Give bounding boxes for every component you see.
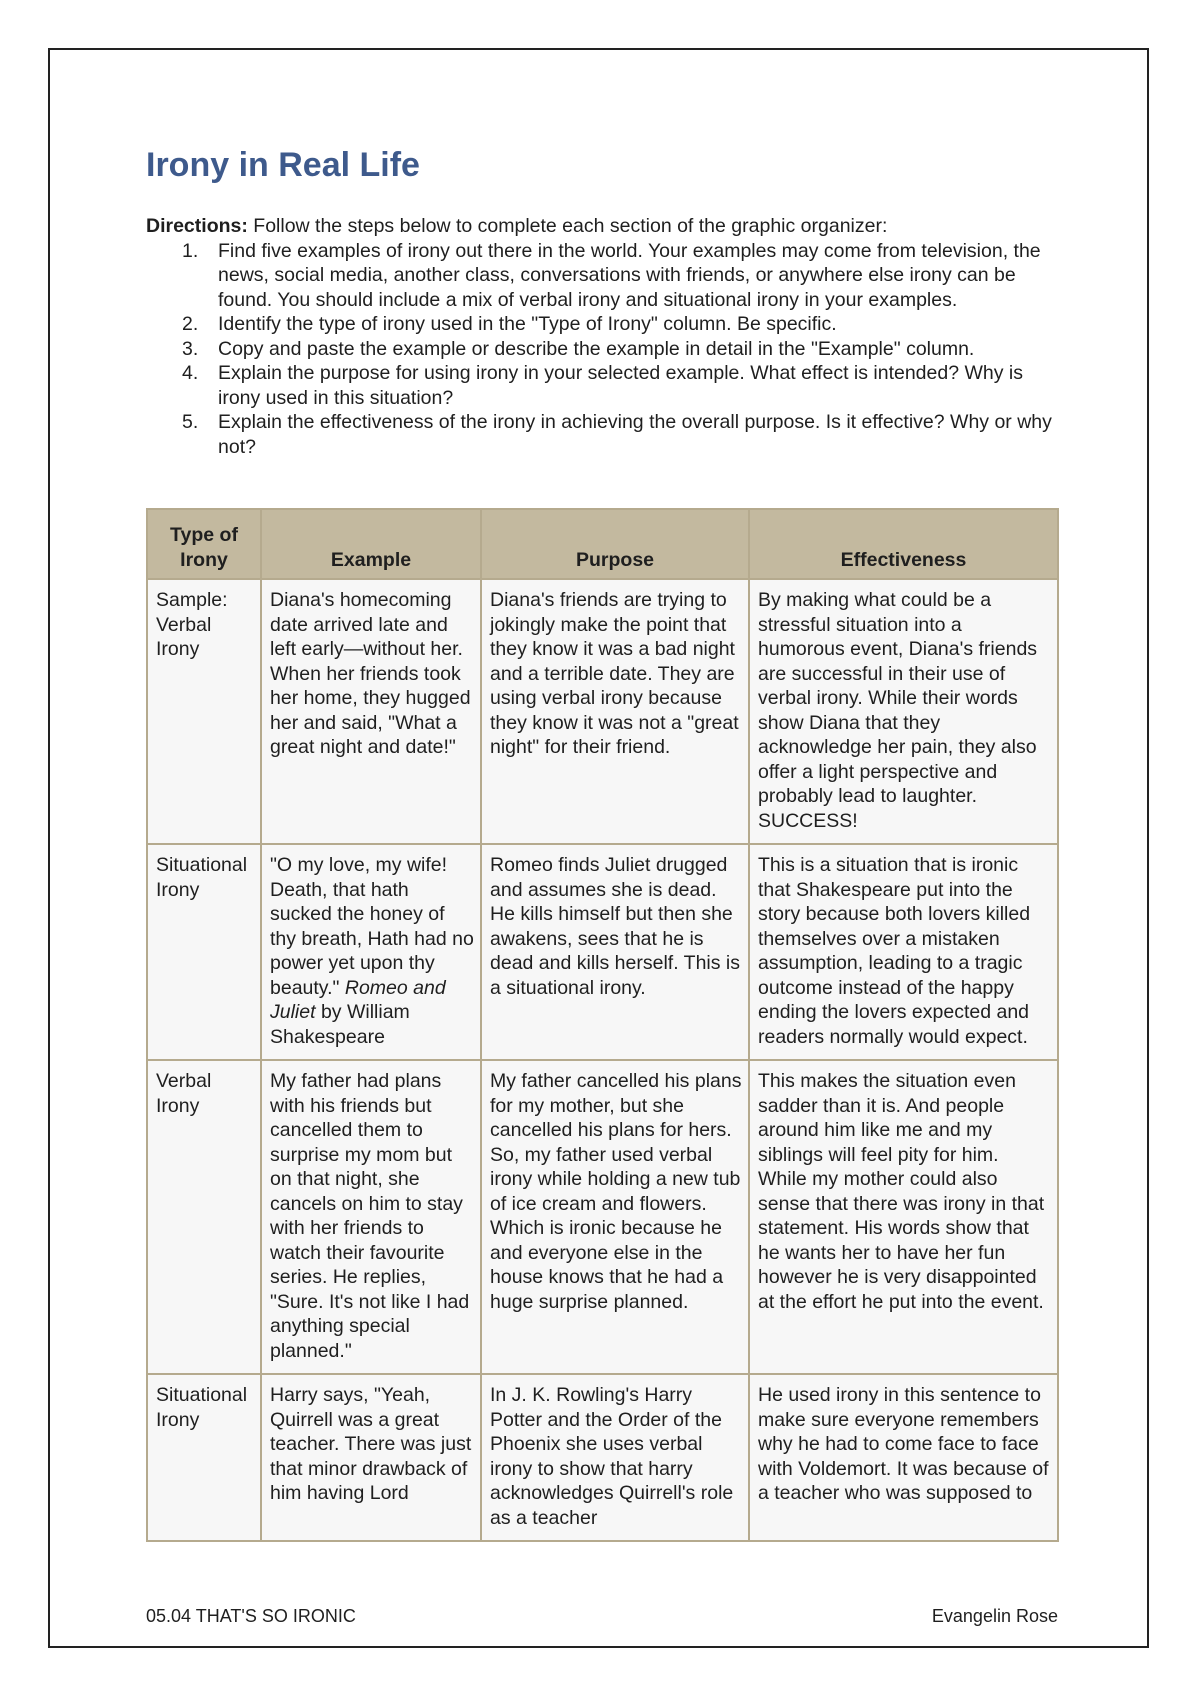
header-example: Example (261, 509, 481, 579)
table-header-row (147, 509, 1058, 579)
step-text: Identify the type of irony used in the "Type of Irony" column. Be specific. (218, 313, 837, 335)
step-text: Explain the effectiveness of the irony in achieving the overall purpose. Is it effective? Why or why not? (218, 411, 1052, 458)
directions-block (146, 214, 1066, 459)
example-work-title: Romeo and Juliet (270, 976, 446, 1023)
footer-course-label: 05.04 THAT'S SO IRONIC (146, 1606, 356, 1626)
cell-purpose: Romeo finds Juliet drugged and assumes she is dead. He kills himself but then she awakens, sees that he is dead and kills herself. This is a situational irony. (481, 844, 749, 1060)
step-text: Explain the purpose for using irony in your selected example. What effect is intended? Why is irony used in this situation? (218, 362, 1023, 409)
step-number: 5. (182, 411, 199, 433)
step-number: 1. (182, 239, 199, 262)
step-item (146, 337, 1066, 362)
step-item (146, 410, 1066, 459)
cell-type: Situational Irony (147, 844, 261, 1060)
cell-effectiveness: This is a situation that is ironic that Shakespeare put into the story because both lovers killed themselves over a mistaken assumption, leading to a tragic outcome instead of the happy ending the lovers expected and readers normally would expect. (749, 844, 1058, 1060)
graphic-organizer-table (146, 508, 1059, 1542)
cell-example (261, 844, 481, 1060)
steps-list (146, 239, 1066, 460)
directions-text: Follow the steps below to complete each section of the graphic organizer: (247, 215, 888, 237)
header-effectiveness: Effectiveness (749, 509, 1058, 579)
cell-effectiveness: This makes the situation even sadder than it is. And people around him like me and my siblings will feel pity for him. While my mother could also sense that there was irony in that statement. His words show that he wants her to have her fun however he is very disappointed at the effort he put into the event. (749, 1060, 1058, 1374)
cell-effectiveness: By making what could be a stressful situation into a humorous event, Diana's friends are successful in their use of verbal irony. While their words show Diana that they acknowledge her pain, they also offer a light perspective and probably lead to laughter. SUCCESS! (749, 579, 1058, 844)
header-type-of-irony: Type of Irony (147, 509, 261, 579)
example-quote: "O my love, my wife! Death, that hath sucked the honey of thy breath, Hath had no power yet upon thy beauty." (270, 854, 474, 999)
table-row (147, 1374, 1058, 1541)
step-text: Find five examples of irony out there in the world. Your examples may come from television, the news, social media, another class, conversations with friends, or anywhere else irony can be found. You should include a mix of verbal irony and situational irony in your examples. (218, 239, 1041, 311)
step-text: Copy and paste the example or describe the example in detail in the "Example" column. (218, 337, 975, 360)
cell-example: Harry says, "Yeah, Quirrell was a great teacher. There was just that minor drawback of him having Lord (261, 1374, 481, 1541)
cell-purpose: In J. K. Rowling's Harry Potter and the Order of the Phoenix she uses verbal irony to show that harry acknowledges Quirrell's role as a teacher (481, 1374, 749, 1541)
step-item (146, 361, 1066, 410)
cell-purpose: Diana's friends are trying to jokingly make the point that they know it was a bad night and a terrible date. They are using verbal irony because they know it was not a "great night" for their friend. (481, 579, 749, 844)
table-row (147, 579, 1058, 844)
step-number: 4. (182, 362, 199, 384)
page-title: Irony in Real Life (146, 146, 420, 184)
footer-author-name: Evangelin Rose (931, 1606, 1058, 1626)
cell-example: Diana's homecoming date arrived late and left early—without her. When her friends took her home, they hugged her and said, "What a great night and date!" (261, 579, 481, 844)
cell-type: Verbal Irony (147, 1060, 261, 1374)
cell-type: Sample: Verbal Irony (147, 579, 261, 844)
cell-effectiveness: He used irony in this sentence to make sure everyone remembers why he had to come face to face with Voldemort. It was because of a teacher who was supposed to (749, 1374, 1058, 1541)
step-item (146, 239, 1066, 313)
directions-label: Directions: (146, 215, 248, 237)
directions-lead (146, 214, 1066, 239)
cell-purpose: My father cancelled his plans for my mother, but she cancelled his plans for hers. So, my father used verbal irony while holding a new tub of ice cream and flowers. Which is ironic because he and everyone else in the house knows that he had a huge surprise planned. (481, 1060, 749, 1374)
cell-type: Situational Irony (147, 1374, 261, 1541)
step-number: 2. (182, 313, 199, 335)
step-number: 3. (182, 337, 199, 360)
header-purpose: Purpose (481, 509, 749, 579)
cell-example: My father had plans with his friends but cancelled them to surprise my mom but on that night, she cancels on him to stay with her friends to watch their favourite series. He replies, "Sure. It's not like I had anything special planned." (261, 1060, 481, 1374)
step-item (146, 312, 1066, 337)
table-row (147, 844, 1058, 1060)
table-row (147, 1060, 1058, 1374)
example-author: by William Shakespeare (270, 1001, 410, 1048)
